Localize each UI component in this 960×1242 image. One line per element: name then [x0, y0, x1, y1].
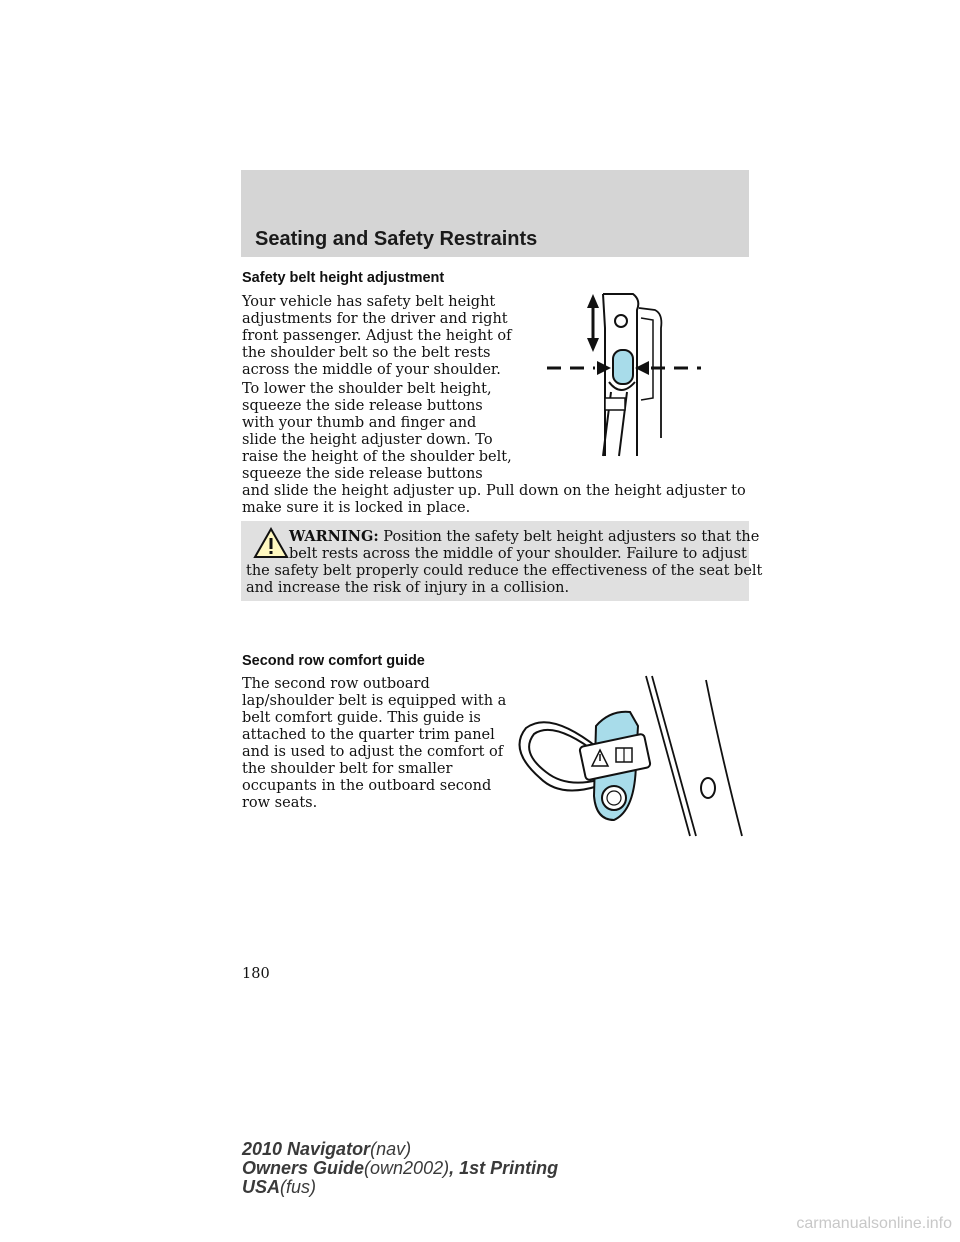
footer-market: USA	[242, 1177, 281, 1197]
warning-text	[246, 528, 762, 597]
footer-model-code: (nav)	[370, 1139, 412, 1159]
pillar-edge-left	[603, 294, 605, 456]
warning-line-2: belt rests across the middle of your shoulder. Failure to adjust	[289, 546, 747, 562]
belt-height-adjuster-illustration	[545, 288, 705, 460]
footer-model: 2010 Navigator	[242, 1139, 371, 1159]
panel-line-1	[646, 676, 690, 836]
text-line: lap/shoulder belt is equipped with a	[242, 693, 507, 709]
text-line: To lower the shoulder belt height,	[242, 381, 492, 397]
text-line: row seats.	[242, 795, 318, 811]
warning-line-4: and increase the risk of injury in a collision.	[246, 580, 570, 596]
heading-belt-height-adjustment: Safety belt height adjustment	[242, 270, 445, 286]
footer-line-3	[242, 1178, 558, 1197]
section-header-band	[241, 170, 749, 257]
comfort-guide-clip-button	[602, 786, 626, 810]
text-line: attached to the quarter trim panel	[242, 727, 495, 743]
paragraph-height-adjust-intro	[242, 294, 511, 379]
warning-line-3: the safety belt properly could reduce the effectiveness of the seat belt	[246, 563, 763, 579]
text-line: with your thumb and finger and	[242, 415, 477, 431]
text-line: The second row outboard	[242, 676, 430, 692]
text-line: and is used to adjust the comfort of	[242, 744, 504, 760]
text-line: the shoulder belt so the belt rests	[242, 345, 491, 361]
comfort-guide-label	[579, 734, 651, 781]
text-line: and slide the height adjuster up. Pull down on the height adjuster to	[242, 483, 746, 499]
text-line: the shoulder belt for smaller	[242, 761, 453, 777]
text-line: raise the height of the shoulder belt,	[242, 449, 512, 465]
text-line: make sure it is locked in place.	[242, 500, 471, 516]
footer-market-code: (fus)	[280, 1177, 317, 1197]
warning-callout	[241, 521, 763, 601]
footer-line-1	[242, 1140, 558, 1159]
text-line: front passenger. Adjust the height of	[242, 328, 512, 344]
trim-channel	[641, 318, 653, 400]
text-line: across the middle of your shoulder.	[242, 362, 501, 378]
footer-printing: , 1st Printing	[449, 1158, 559, 1178]
panel-grommet	[701, 778, 715, 798]
text-line: adjustments for the driver and right	[242, 311, 508, 327]
height-adjuster	[613, 350, 633, 384]
page-number: 180	[242, 966, 270, 982]
warning-label: WARNING:	[289, 528, 379, 545]
footer-guide: Owners Guide	[242, 1158, 365, 1178]
document-footer	[242, 1140, 558, 1197]
text-line: occupants in the outboard second	[242, 778, 492, 794]
belt-clip	[605, 398, 625, 410]
text-line: squeeze the side release buttons	[242, 398, 483, 414]
text-line: Your vehicle has safety belt height	[242, 294, 496, 310]
text-line: slide the height adjuster down. To	[242, 432, 493, 448]
anchor-bolt	[615, 315, 627, 327]
panel-curve	[706, 680, 742, 836]
comfort-guide-illustration	[510, 670, 750, 842]
heading-comfort-guide: Second row comfort guide	[242, 653, 425, 669]
panel-line-2	[652, 676, 696, 836]
section-title: Seating and Safety Restraints	[255, 228, 538, 250]
warning-line-1: Position the safety belt height adjusters so that the	[383, 529, 760, 545]
footer-guide-code: (own2002)	[364, 1158, 450, 1178]
footer-line-2	[242, 1159, 558, 1178]
text-line: squeeze the side release buttons	[242, 466, 483, 482]
watermark: carmanualsonline.info	[796, 1215, 952, 1232]
down-arrow-icon	[587, 338, 599, 352]
warning-first-line	[246, 528, 762, 546]
trim-edge	[639, 308, 661, 438]
text-line: belt comfort guide. This guide is	[242, 710, 481, 726]
up-arrow-icon	[587, 294, 599, 308]
paragraph-comfort-guide	[242, 676, 506, 812]
